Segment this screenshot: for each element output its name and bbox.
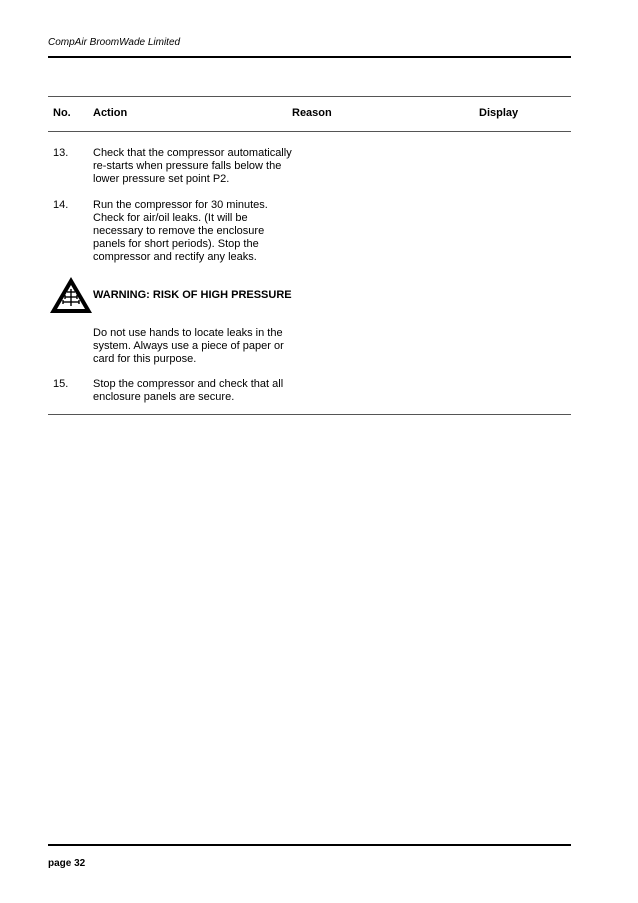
step-number: 13. [53,147,69,159]
step-number: 14. [53,199,69,211]
step-action: Do not use hands to locate leaks in the system. Always use a piece of paper or card for this purpose. [93,327,284,365]
step-action: Check that the compressor automatically re-starts when pressure falls below the lower pressure set point P2. [93,147,292,185]
step-number: 15. [53,378,69,390]
company-name: CompAir BroomWade Limited [48,37,181,48]
warning-heading: WARNING: RISK OF HIGH PRESSURE [93,289,292,301]
table-bottom-rule [48,414,571,415]
step-action: Run the compressor for 30 minutes. Check for air/oil leaks. (It will be necessary to remove the enclosure panels for short periods). Stop the compressor and rectify any leaks. [93,199,268,263]
column-header-no: No. [53,107,71,119]
column-header-action: Action [93,107,128,119]
table-header-rule [48,131,571,132]
column-header-reason: Reason [292,107,332,119]
step-action: Stop the compressor and check that all enclosure panels are secure. [93,378,284,403]
page-number: page 32 [48,858,86,869]
header-rule [48,56,571,58]
table-top-rule [48,96,571,97]
footer-rule [48,844,571,846]
high-pressure-warning-icon [48,275,94,315]
column-header-display: Display [479,107,519,119]
